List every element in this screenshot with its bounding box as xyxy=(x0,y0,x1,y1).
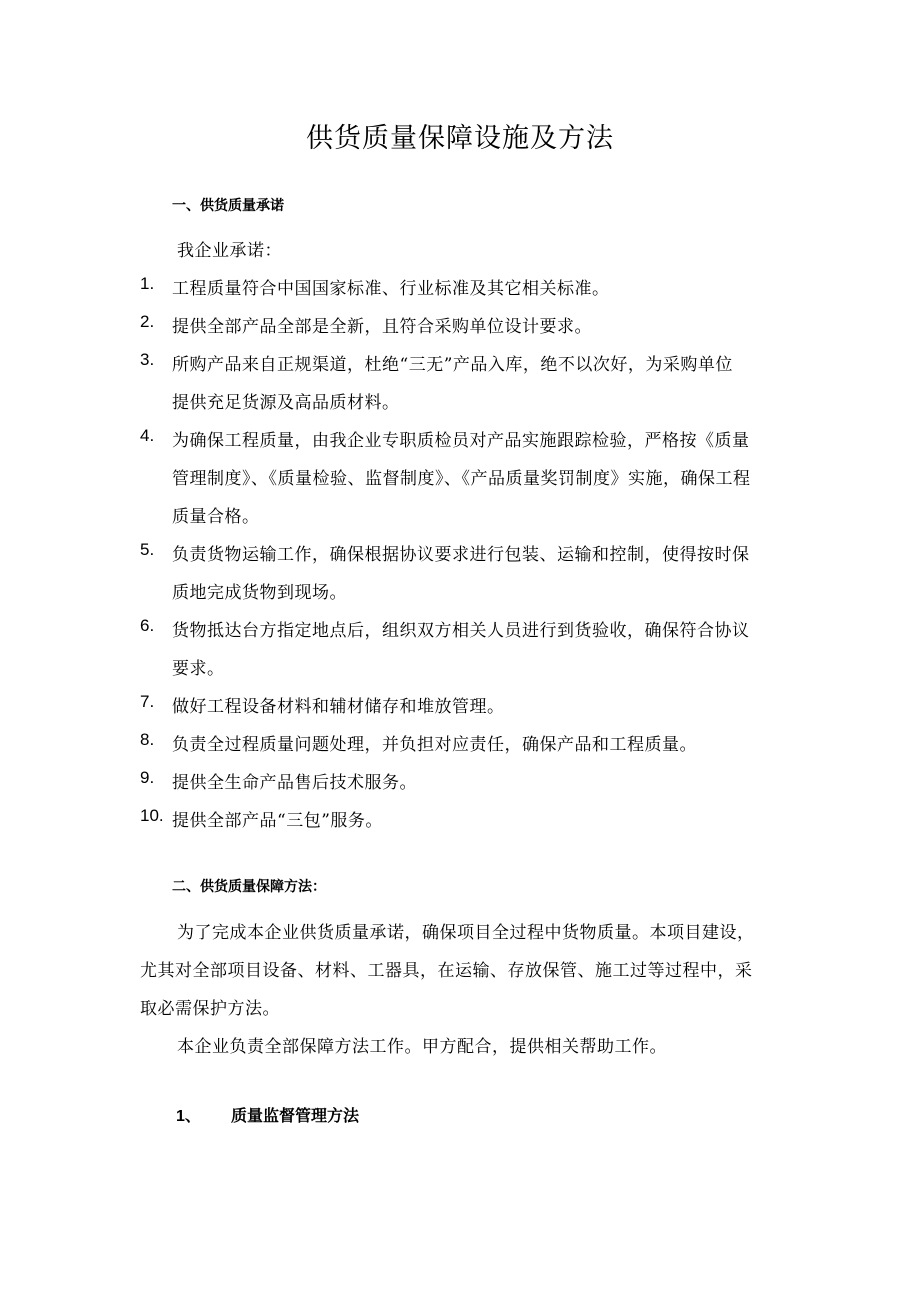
item-text: 所购产品来自正规渠道，杜绝“三无”产品入库，绝不以次好，为采购单位 xyxy=(172,355,733,375)
paragraph-2: 本企业负责全部保障方法工作。甲方配合，提供相关帮助工作。 xyxy=(177,1037,667,1057)
item-number: 4. xyxy=(140,426,155,445)
item-text: 做好工程设备材料和辅材储存和堆放管理。 xyxy=(172,697,505,717)
item-text: 负责货物运输工作，确保根据协议要求进行包装、运输和控制，使得按时保 xyxy=(172,545,750,565)
item-number: 6. xyxy=(140,616,155,635)
subheading-number: 1、 xyxy=(176,1108,201,1125)
section1-heading: 一、供货质量承诺 xyxy=(172,198,284,214)
item-number: 8. xyxy=(140,730,155,749)
item-text: 质地完成货物到现场。 xyxy=(172,583,347,603)
item-text: 管理制度》、《质量检验、监督制度》、《产品质量奖罚制度》实施，确保工程 xyxy=(172,469,751,489)
item-number: 9. xyxy=(140,768,155,787)
page-title: 供货质量保障设施及方法 xyxy=(306,123,614,154)
item-text: 工程质量符合中国国家标准、行业标准及其它相关标准。 xyxy=(172,279,610,299)
item-text: 负责全过程质量问题处理，并负担对应责任，确保产品和工程质量。 xyxy=(172,735,697,755)
subheading xyxy=(176,1103,359,1126)
item-text: 提供充足货源及高品质材料。 xyxy=(172,393,400,413)
item-text: 为确保工程质量，由我企业专职质检员对产品实施跟踪检验，严格按《质量 xyxy=(172,431,750,451)
item-number: 10. xyxy=(140,806,164,825)
item-number: 1. xyxy=(140,274,155,293)
item-text: 货物抵达台方指定地点后，组织双方相关人员进行到货验收，确保符合协议 xyxy=(172,621,750,641)
paragraph-line: 尤其对全部项目设备、材料、工器具，在运输、存放保管、施工过等过程中，采 xyxy=(140,961,753,981)
item-number: 5. xyxy=(140,540,155,559)
item-text: 质量合格。 xyxy=(172,507,260,527)
item-text: 要求。 xyxy=(172,659,225,679)
item-text: 提供全部产品全部是全新，且符合采购单位设计要求。 xyxy=(172,317,592,337)
item-number: 7. xyxy=(140,692,155,711)
section2-heading: 二、供货质量保障方法： xyxy=(172,879,326,895)
section1-intro: 我企业承诺： xyxy=(177,241,282,261)
paragraph-line: 取必需保护方法。 xyxy=(140,999,280,1019)
paragraph-line: 为了完成本企业供货质量承诺，确保项目全过程中货物质量。本项目建设， xyxy=(177,923,755,943)
item-number: 2. xyxy=(140,312,155,331)
subheading-text: 质量监督管理方法 xyxy=(231,1106,360,1125)
item-text: 提供全部产品“三包”服务。 xyxy=(172,811,383,831)
item-number: 3. xyxy=(140,350,155,369)
item-text: 提供全生命产品售后技术服务。 xyxy=(172,773,417,793)
